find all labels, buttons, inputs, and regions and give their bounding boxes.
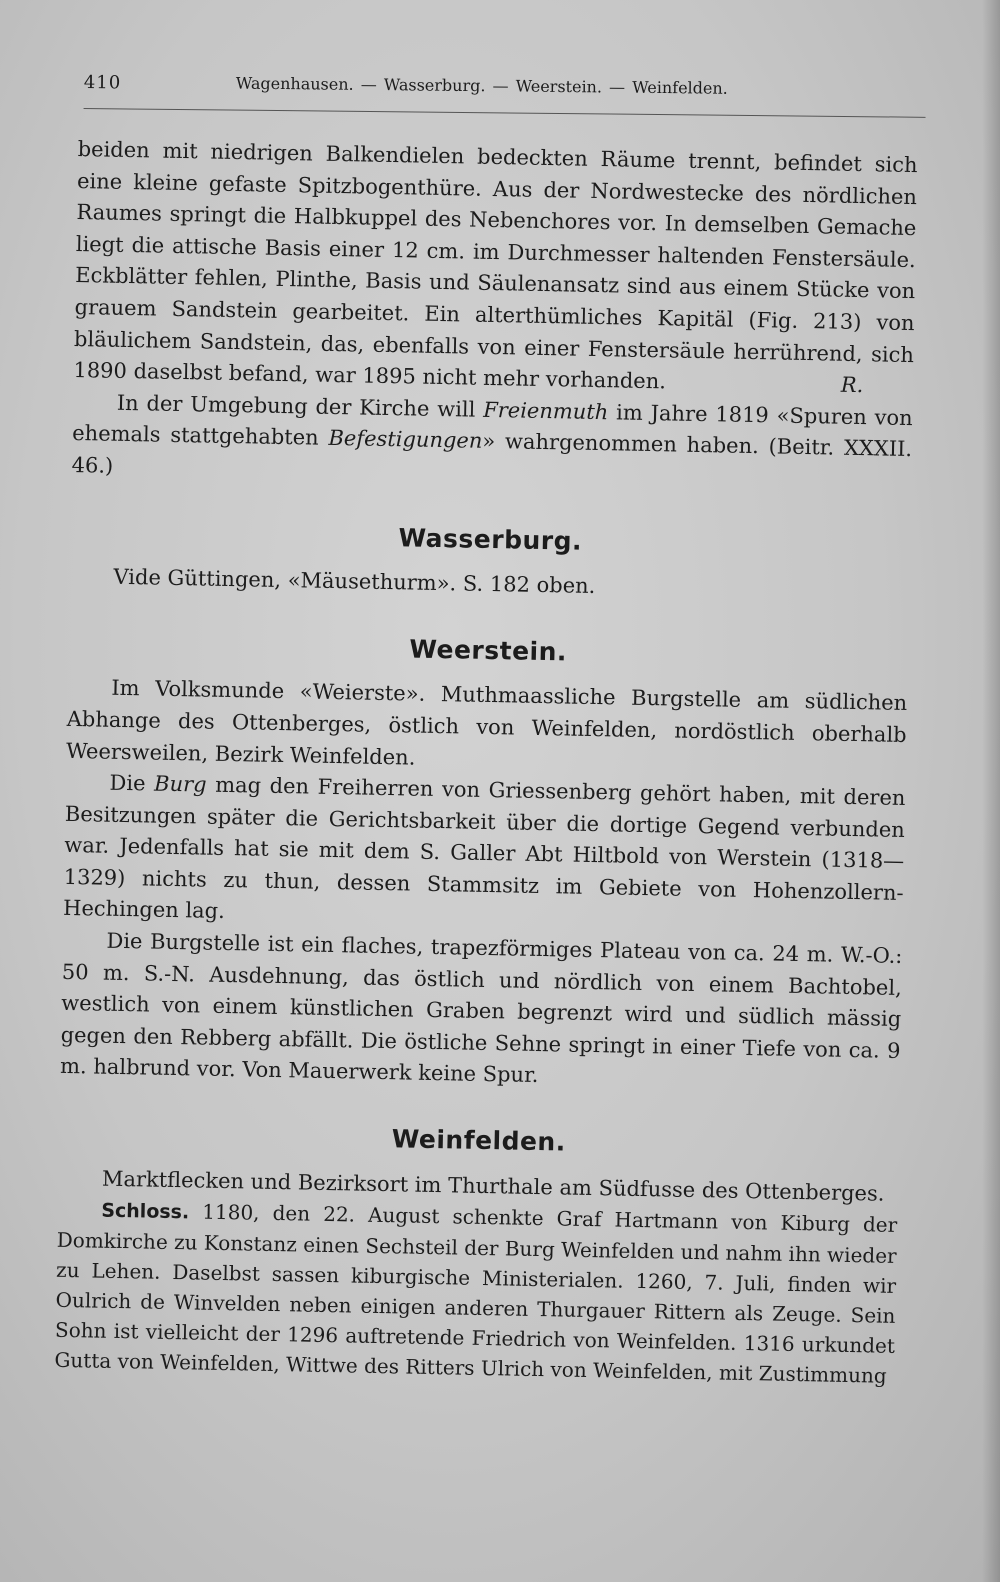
section-title-weerstein: Weerstein. — [409, 634, 568, 667]
paragraph-text: im Jahre 1819 «Spuren von ehemals stattgehabten — [72, 399, 913, 451]
wagenhausen-paragraph-1-text: beiden mit niedrigen Balkendielen bedeckten Räume trennt, befindet sich eine kleine gefaste Spitzbogenthüre. Aus der Nordwestecke des nördlichen Raumes springt die Halbkuppel des Nebenchores vor. In demselben Gemache liegt die attische Basis einer 12 cm. im Durchmesser haltenden Fenstersäule. Eckblätter fehlen, Plinthe, Basis und Säulenansatz sind aus einem Stücke von grauem Sandstein gearbeitet. Ein alterthümliches Kapitäl (Fig. 213) von bläulichem Sandstein, das, ebenfalls von einer Fenstersäule herrührend, sich 1890 daselbst befand, war 1895 nicht mehr vorhanden. — [73, 136, 918, 394]
section-title-wasserburg: Wasserburg. — [398, 522, 583, 556]
wasserburg-reference: Vide Güttingen, «Mäusethurm». S. 182 oben. — [113, 564, 596, 599]
weerstein-paragraph-2 — [63, 767, 906, 941]
page-body — [54, 134, 918, 1391]
page-number: 410 — [83, 71, 122, 94]
term-befestigungen: Befestigungen — [328, 426, 483, 454]
page-header — [84, 68, 926, 118]
author-initial: R. — [840, 372, 864, 398]
weinfelden-paragraph-1: Marktflecken und Bezirksort im Thurthale am Südfusse des Ottenberges. — [101, 1166, 885, 1206]
running-head: Wagenhausen. — Wasserburg. — Weerstein. — Weinfelden. — [235, 73, 728, 98]
wagenhausen-paragraph-2 — [71, 387, 913, 498]
wagenhausen-paragraph-1 — [73, 134, 918, 403]
paragraph-text: » wahrgenommen haben. (Beitr. XXXII. 46.) — [71, 429, 913, 478]
section-title-weinfelden: Weinfelden. — [391, 1124, 567, 1157]
weinfelden-paragraph-2 — [54, 1194, 897, 1391]
weerstein-paragraph-3: Die Burgstelle ist ein flaches, trapezförmiges Plateau von ca. 24 m. W.-O.: 50 m. S.-N. Ausdehnung, das östlich und nördlich von einem Bachtobel, westlich von einem künstlichen Graben begrenzt wird und südlich mässig gegen den Rebberg abfällt. Die östliche Sehne springt in einer Tiefe von ca. 9 m. halbrund vor. Von Mauerwerk keine Spur. — [59, 928, 903, 1088]
weerstein-paragraph-1: Im Volksmunde «Weierste». Muthmaassliche Burgstelle am südlichen Abhange des Ottenberges, östlich von Weinfelden, nordöstlich oberhalb Weersweilen, Bezirk Weinfelden. — [65, 676, 908, 770]
paragraph-text: Die — [109, 770, 155, 796]
term-burg: Burg — [153, 771, 207, 797]
paragraph-text: 1180, den 22. August schenkte Graf Hartmann von Kiburg der Domkirche zu Konstanz einen Sechsteil der Burg Weinfelden und nahm ihn wieder zu Lehen. Daselbst sassen kiburgische Ministerialen. 1260, 7. Juli, finden wir Oulrich de Winvelden neben einigen anderen Thurgauer Rittern als Zeuge. Sein Sohn ist vielleicht der 1296 auftretende Friedrich von Weinfelden. 1316 urkundet Gutta von Weinfelden, Wittwe des Ritters Ulrich von Weinfelden, mit Zustimmung — [54, 1199, 898, 1388]
paragraph-text: mag den Freiherren von Griessenberg gehört haben, mit deren Besitzungen später die Gerichtsbarkeit über die dortige Gegend verbunden war. Jedenfalls hat sie mit dem S. Galler Abt Hiltbold von Werstein (1318—1329) nichts zu thun, dessen Stammsitz im Gebiete von Hohenzollern-Hechingen lag. — [62, 772, 906, 924]
paragraph-text: In der Umgebung der Kirche will — [116, 390, 484, 422]
page-spine-shadow — [982, 0, 1000, 1582]
person-name-freienmuth: Freienmuth — [482, 397, 609, 424]
schloss-label: Schloss. — [101, 1199, 190, 1224]
